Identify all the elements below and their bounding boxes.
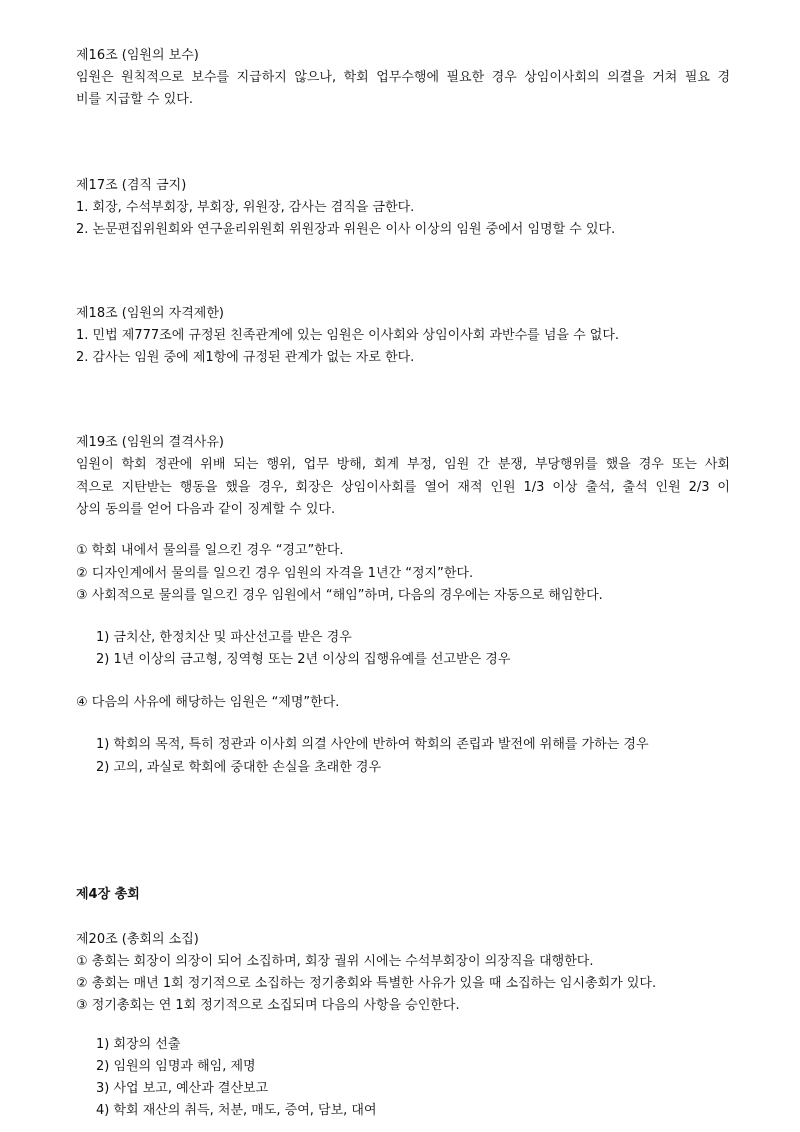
article-20-sub-item: 4) 학회 재산의 취득, 처분, 매도, 증여, 담보, 대여 <box>96 1103 377 1118</box>
article-19-sub-item: 1) 금치산, 한정치산 및 파산선고를 받은 경우 <box>96 630 352 645</box>
article-19-sub-item: 2) 고의, 과실로 학회에 중대한 손실을 초래한 경우 <box>96 760 382 775</box>
article-20-clause: ② 총회는 매년 1회 정기적으로 소집하는 정기총회와 특별한 사유가 있을 때 소집하는 임시총회가 있다. <box>76 976 657 991</box>
article-16-body-line: 임원은 원칙적으로 보수를 지급하지 않으나, 학회 업무수행에 필요한 경우 상임이사회의 의결을 거쳐 필요 경 <box>76 70 730 85</box>
article-19-sub-item: 2) 1년 이상의 금고형, 징역형 또는 2년 이상의 집행유예를 선고받은 경우 <box>96 652 511 667</box>
chapter-title: 제4장 총회 <box>76 887 140 902</box>
article-18-item: 2. 감사는 임원 중에 제1항에 규정된 관계가 없는 자로 한다. <box>76 350 415 365</box>
article-19-body-line: 임원이 학회 정관에 위배 되는 행위, 업무 방해, 회계 부정, 임원 간 분쟁, 부당행위를 했을 경우 또는 사회 <box>76 457 730 472</box>
article-16-title: 제16조 (임원의 보수) <box>76 48 199 63</box>
article-17-title: 제17조 (겸직 금지) <box>76 178 187 193</box>
article-19-clause: ① 학회 내에서 물의를 일으킨 경우 “경고”한다. <box>76 543 344 558</box>
article-20-sub-item: 3) 사업 보고, 예산과 결산보고 <box>96 1081 269 1096</box>
article-19-title: 제19조 (임원의 결격사유) <box>76 435 224 450</box>
article-18-title: 제18조 (임원의 자격제한) <box>76 306 224 321</box>
article-19-body-line: 상의 동의를 얻어 다음과 같이 징계할 수 있다. <box>76 502 336 517</box>
article-19-body-line: 적으로 지탄받는 행동을 했을 경우, 회장은 상임이사회를 열어 재적 인원 1/3 이상 출석, 출석 인원 2/3 이 <box>76 480 730 495</box>
article-16-body-line: 비를 지급할 수 있다. <box>76 92 193 107</box>
article-20-clause: ③ 정기총회는 연 1회 정기적으로 소집되며 다음의 사항을 승인한다. <box>76 998 460 1013</box>
article-19-clause: ③ 사회적으로 물의를 일으킨 경우 임원에서 “해임”하며, 다음의 경우에는 자동으로 해임한다. <box>76 588 603 603</box>
article-19-clause: ④ 다음의 사유에 해당하는 임원은 “제명”한다. <box>76 695 340 710</box>
article-20-clause: ① 총회는 회장이 의장이 되어 소집하며, 회장 궐위 시에는 수석부회장이 의장직을 대행한다. <box>76 954 594 969</box>
article-18-item: 1. 민법 제777조에 규정된 친족관계에 있는 임원은 이사회와 상임이사회 과반수를 넘을 수 없다. <box>76 328 620 343</box>
article-17-item: 1. 회장, 수석부회장, 부회장, 위원장, 감사는 겸직을 금한다. <box>76 200 415 215</box>
article-20-sub-item: 1) 회장의 선출 <box>96 1037 181 1052</box>
article-19-sub-item: 1) 학회의 목적, 특히 정관과 이사회 의결 사안에 반하여 학회의 존립과 발전에 위해를 가하는 경우 <box>96 737 649 752</box>
article-19-clause: ② 디자인계에서 물의를 일으킨 경우 임원의 자격을 1년간 “정지”한다. <box>76 566 474 581</box>
article-20-sub-item: 2) 임원의 임명과 해임, 제명 <box>96 1059 256 1074</box>
article-20-title: 제20조 (총회의 소집) <box>76 932 199 947</box>
article-17-item: 2. 논문편집위원회와 연구윤리위원회 위원장과 위원은 이사 이상의 임원 중에서 임명할 수 있다. <box>76 222 616 237</box>
